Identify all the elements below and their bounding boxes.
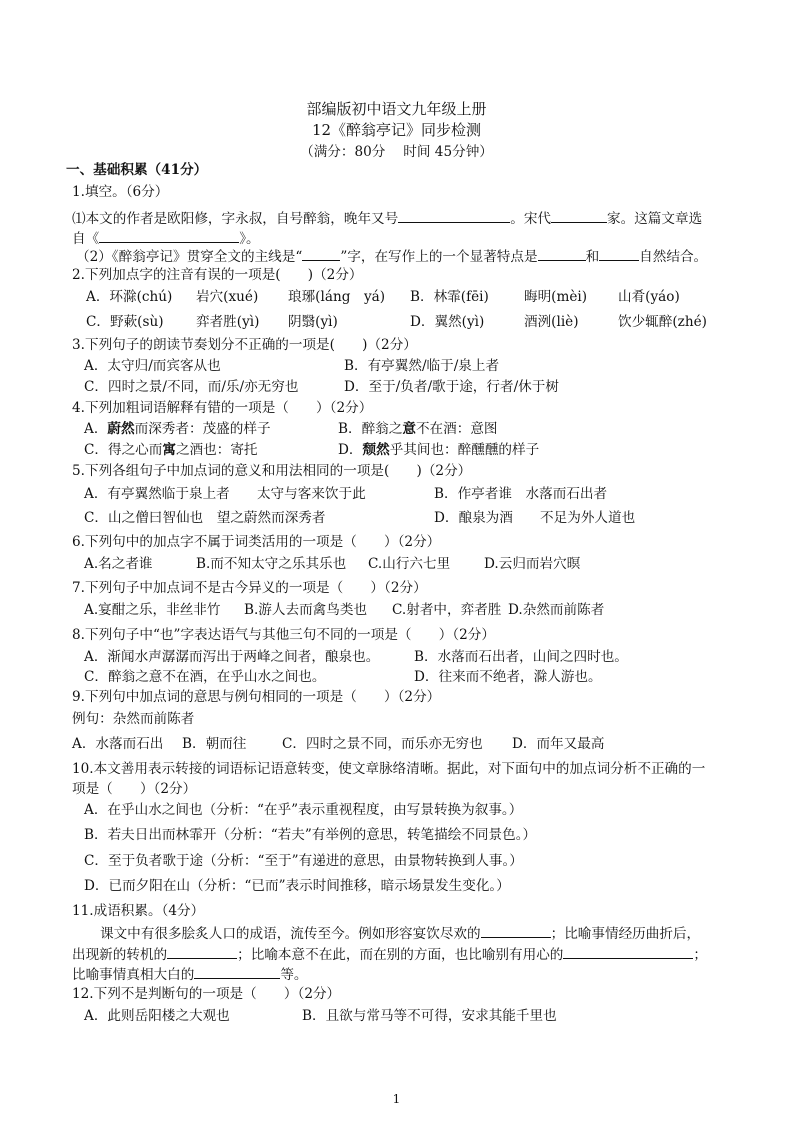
q7-opt-d: D.杂然而前陈者 <box>508 602 605 618</box>
q11-stem: 11.成语积累。（4分） <box>72 903 205 919</box>
q6-opt-b: B.而不知太守之乐其乐也 <box>196 556 347 572</box>
q1-line1 <box>72 208 702 228</box>
q2-stem: 2.下列加点字的注音有误的一项是( )（2分） <box>72 267 363 283</box>
q6-opt-a: A.名之者谁 <box>84 556 153 572</box>
q2-opt-d1: D．翼然(yì) <box>410 314 485 330</box>
q2-opt-d2: 酒洌(liè) <box>524 314 579 330</box>
q1-blank-4[interactable] <box>302 246 340 261</box>
q5-stem: 5.下列各组句子中加点词的意义和用法相同的一项是( )（2分） <box>72 463 472 479</box>
q7-stem: 7.下列句子中加点词不是古今异义的一项是（ ）（2分） <box>72 580 427 596</box>
q10-opt-c: C．至于负者歌于途（分析：“至于”有递进的意思，由景物转换到人事。） <box>84 853 523 869</box>
q10-opt-d: D．已而夕阳在山（分析：“已而”表示时间推移，暗示场景发生变化。） <box>84 878 510 894</box>
q8-opt-b: B．水落而石出者，山间之四时也。 <box>414 649 628 665</box>
q2-opt-d3: 饮少辄醉(zhé) <box>618 314 707 330</box>
q8-stem: 8.下列句子中“也”字表达语气与其他三句不同的一项是（ ）（2分） <box>72 627 495 643</box>
q1-line1-text-c: 家。这篇文章选 <box>607 211 703 227</box>
q5-opt-b: B．作亭者谁 水落而石出者 <box>434 486 608 502</box>
q1-line3-text-a: （2）《醉翁亭记》贯穿全文的主线是“ <box>76 249 303 265</box>
q1-line3-text-b: ”字，在写作上的一个显著特点是 <box>340 249 538 265</box>
q11-line3 <box>72 964 308 984</box>
page-number: 1 <box>392 1092 401 1106</box>
q3-opt-b: B．有亭翼然/临于/泉上者 <box>344 358 500 374</box>
q5-opt-a: A．有亭翼然临于泉上者 太守与客来饮于此 <box>84 486 366 502</box>
q1-line2 <box>72 228 260 248</box>
q9-opt-b: B．朝而往 <box>182 736 247 752</box>
q10-stem-line2: 项是（ ）（2分） <box>72 781 197 797</box>
section-heading: 一、基础积累（41分） <box>66 162 208 178</box>
q4-opt-b <box>338 420 498 438</box>
q4-a-bold: 蔚然 <box>107 421 135 437</box>
q9-stem: 9.下列句中加点词的意思与例句相同的一项是（ ）（2分） <box>72 689 441 705</box>
q4-d-pre: D． <box>338 442 363 458</box>
q10-stem-line1: 10.本文善用表示转接的词语标记语意转变，使文章脉络清晰。据此，对下面句中的加点词分析不正确的一 <box>72 761 706 777</box>
q2-opt-b2: 晦明(mèi) <box>524 289 588 305</box>
q4-opt-a <box>84 420 271 438</box>
q1-line2-text-a: 自《 <box>72 231 100 247</box>
q2-opt-c1: C．野蔌(sù) <box>86 314 164 330</box>
q11-blank-3[interactable] <box>563 944 693 959</box>
q2-opt-c2: 弈者胜(yì) <box>196 314 260 330</box>
q3-opt-d: D．至于/负者/歌于途，行者/休于树 <box>344 379 559 395</box>
q4-b-post: 不在酒：意图 <box>415 421 498 437</box>
q2-opt-a2: 岩穴(xué) <box>196 289 259 305</box>
q4-stem: 4.下列加粗词语解释有错的一项是（ ）（2分） <box>72 400 373 416</box>
q12-stem: 12.下列不是判断句的一项是（ ）（2分） <box>72 986 341 1002</box>
q11-line3-text-b: 等。 <box>280 967 308 983</box>
q11-blank-4[interactable] <box>194 964 280 979</box>
document-subtitle: 12《醉翁亭记》同步检测 <box>311 121 482 139</box>
q4-b-bold: 意 <box>402 421 416 437</box>
q9-example: 例句：杂然而前陈者 <box>72 711 195 727</box>
q6-opt-d: D.云归而岩穴暝 <box>484 556 581 572</box>
q2-opt-b1: B．林霏(fēi) <box>410 289 489 305</box>
q7-opt-b: B.游人去而禽鸟类也 <box>244 602 368 618</box>
q11-line1-text-a: 课文中有很多脍炙人口的成语，流传至今。例如形容宴饮尽欢的 <box>100 926 481 942</box>
q3-opt-c: C．四时之景/不同，而/乐/亦无穷也 <box>84 379 299 395</box>
q4-opt-c <box>84 441 258 459</box>
q6-opt-c: C.山行六七里 <box>368 556 451 572</box>
q3-opt-a: A．太守归/而宾客从也 <box>84 358 221 374</box>
q8-opt-c: C．醉翁之意不在酒，在乎山水之间也。 <box>84 669 326 685</box>
q1-blank-5[interactable] <box>538 246 586 261</box>
q9-opt-a: A．水落而石出 <box>72 736 164 752</box>
q8-opt-d: D．往来而不绝者，滁人游也。 <box>414 669 602 685</box>
q5-opt-c: C．山之僧曰智仙也 望之蔚然而深秀者 <box>84 510 326 526</box>
q1-stem: 1.填空。（6分） <box>72 184 169 200</box>
q1-blank-3[interactable] <box>99 228 239 243</box>
q4-a-post: 而深秀者：茂盛的样子 <box>134 421 271 437</box>
q1-line1-text-b: 。宋代 <box>510 211 552 227</box>
q2-opt-b3: 山肴(yáo) <box>618 289 680 305</box>
q11-line1 <box>100 923 700 943</box>
q5-opt-d: D．酿泉为酒 不足为外人道也 <box>434 510 636 526</box>
q4-c-post: 之酒也：寄托 <box>175 442 258 458</box>
q10-opt-b: B．若夫日出而林霏开（分析：“若夫”有举例的意思，转笔描绘不同景色。） <box>84 827 537 843</box>
q11-line1-text-b: ；比喻事情经历曲折后， <box>550 926 701 942</box>
q7-opt-a: A.宴酣之乐，非丝非竹 <box>84 602 221 618</box>
q2-opt-c3: 阴翳(yì) <box>288 314 338 330</box>
q9-opt-c: C．四时之景不同，而乐亦无穷也 <box>282 736 483 752</box>
q8-opt-a: A．渐闻水声潺潺而泻出于两峰之间者，酿泉也。 <box>84 649 380 665</box>
q11-line2-text-b: ；比喻本意不在此，而在别的方面，也比喻别有用心的 <box>237 947 564 963</box>
q1-blank-1[interactable] <box>398 208 510 223</box>
q1-blank-2[interactable] <box>551 208 607 223</box>
q2-opt-a1: A．环滁(chú) <box>86 289 173 305</box>
document-info: （满分：80分 时间 45分钟） <box>300 144 493 160</box>
q11-line2-text-a: 出现新的转机的 <box>72 947 168 963</box>
q4-c-bold: 寓 <box>162 442 176 458</box>
q4-opt-d <box>338 441 539 459</box>
q1-blank-6[interactable] <box>599 246 639 261</box>
q11-line2-text-c: ； <box>693 947 707 963</box>
q6-stem: 6.下列句中的加点字不属于词类活用的一项是（ ）（2分） <box>72 534 441 550</box>
q11-blank-2[interactable] <box>167 944 237 959</box>
q1-line3 <box>76 246 707 266</box>
q4-d-bold: 颓然 <box>362 442 390 458</box>
q2-opt-a3: 琅琊(láng yá) <box>288 289 386 305</box>
q12-opt-a: A．此则岳阳楼之大观也 <box>84 1008 230 1024</box>
q1-line3-text-c: 和 <box>585 249 600 265</box>
q1-line2-text-b: 》。 <box>239 231 260 247</box>
q11-line2 <box>72 944 707 964</box>
q11-line3-text-a: 比喻事情真相大白的 <box>72 967 195 983</box>
q4-b-pre: B．醉翁之 <box>338 421 403 437</box>
q1-line1-text-a: ⑴本文的作者是欧阳修，字永叔，自号醉翁，晚年又号 <box>72 211 399 227</box>
q3-stem: 3.下列句子的朗读节奏划分不正确的一项是( )（2分） <box>72 337 417 353</box>
q4-a-pre: A． <box>84 421 108 437</box>
q10-opt-a: A．在乎山水之间也（分析：“在乎”表示重视程度，由写景转换为叙事。） <box>84 802 523 818</box>
q1-line3-text-d: 自然结合。 <box>639 249 708 265</box>
q4-c-pre: C．得之心而 <box>84 442 163 458</box>
q12-opt-b: B．且欲与常马等不可得，安求其能千里也 <box>302 1008 557 1024</box>
q7-opt-c: C.射者中，弈者胜 <box>392 602 502 618</box>
document-title: 部编版初中语文九年级上册 <box>306 100 487 118</box>
q11-blank-1[interactable] <box>481 923 551 938</box>
q4-d-post: 乎其间也：醉醺醺的样子 <box>389 442 540 458</box>
q9-opt-d: D．而年又最高 <box>512 736 605 752</box>
